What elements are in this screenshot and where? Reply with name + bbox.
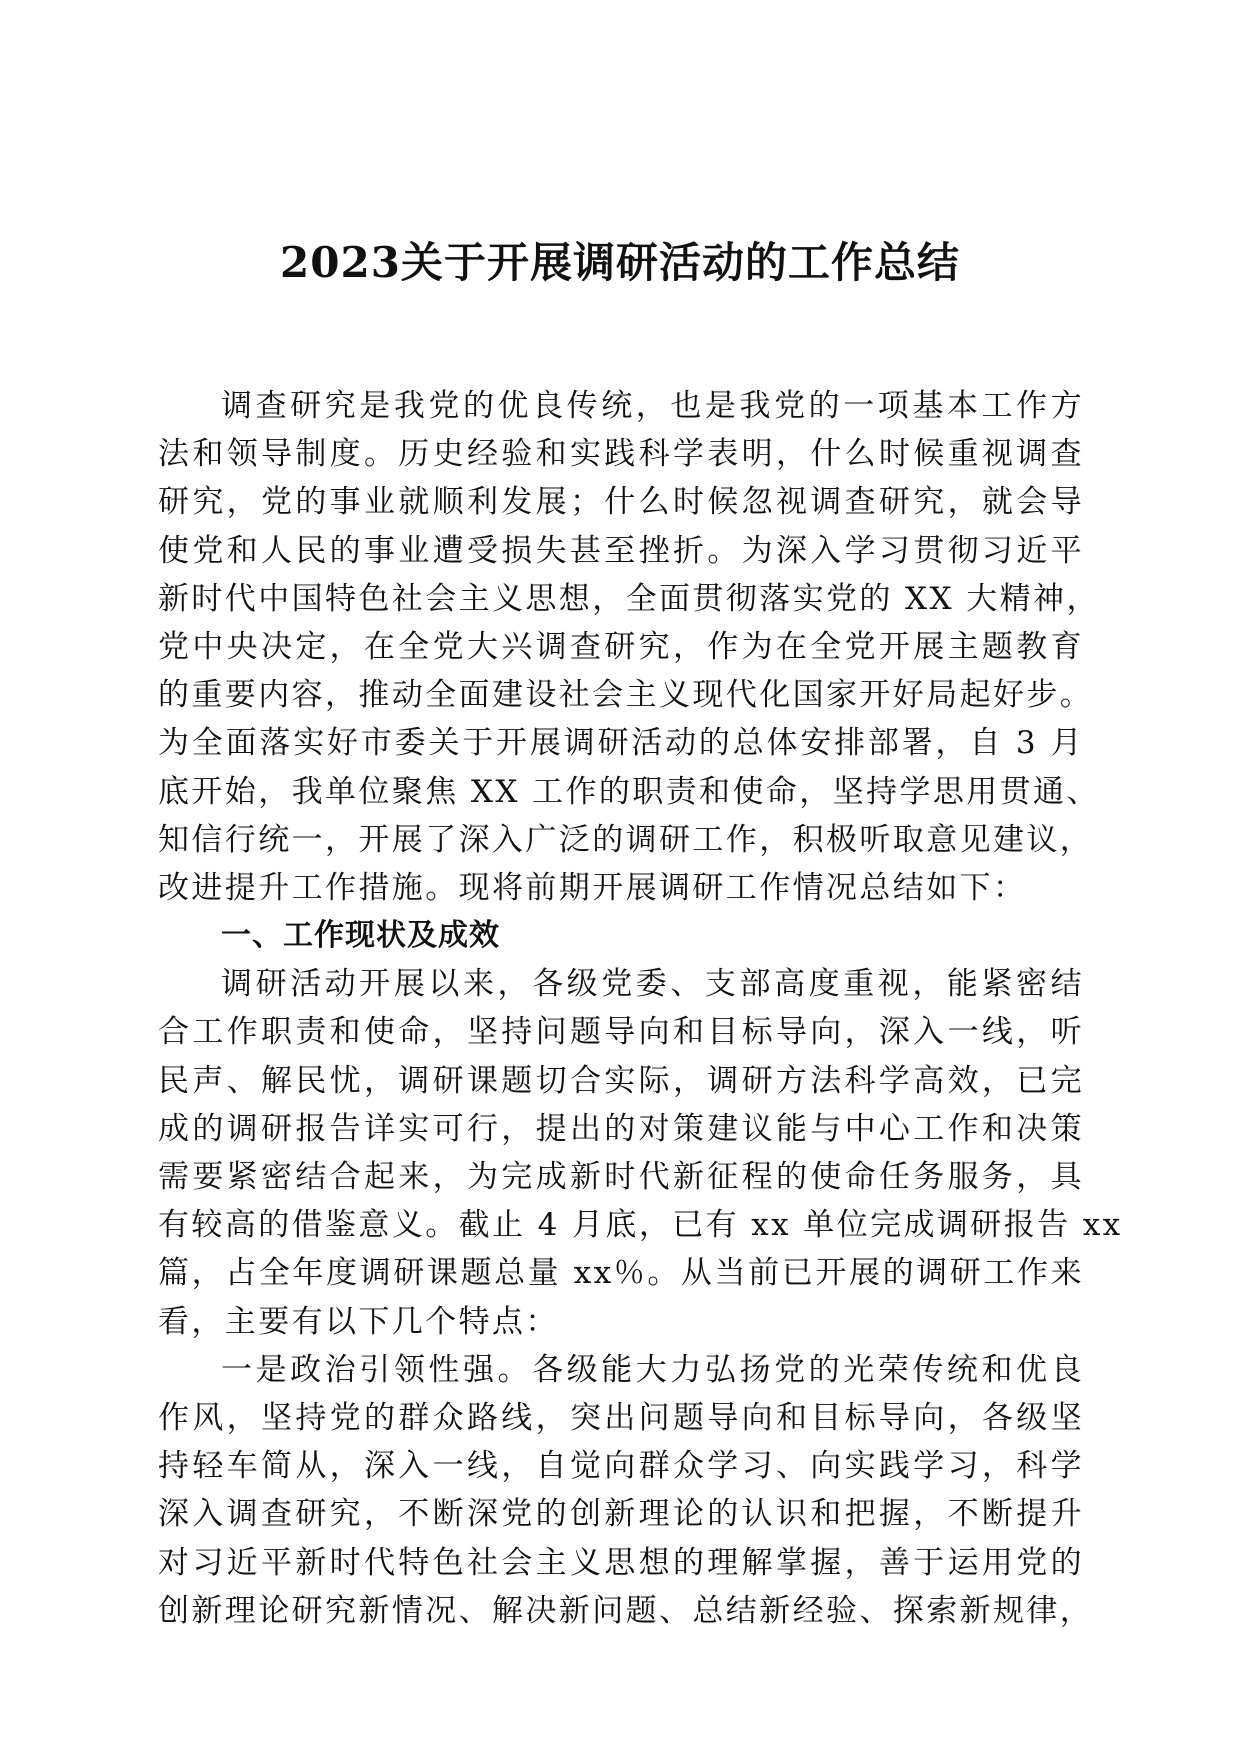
body-line: 持轻车简从，深入一线，自觉向群众学习、向实践学习，科学 bbox=[158, 1448, 1084, 1485]
body-line: 一是政治引领性强。各级能大力弘扬党的光荣传统和优良 bbox=[221, 1351, 1084, 1388]
body-line: 使党和人民的事业遭受损失甚至挫折。为深入学习贯彻习近平 bbox=[158, 532, 1084, 569]
body-line: 对习近平新时代特色社会主义思想的理解掌握，善于运用党的 bbox=[158, 1544, 1084, 1581]
body-line: 创新理论研究新情况、解决新问题、总结新经验、探索新规律， bbox=[158, 1592, 1094, 1629]
body-line: 深入调查研究，不断深党的创新理论的认识和把握，不断提升 bbox=[158, 1496, 1084, 1533]
body-line: 调研活动开展以来，各级党委、支部高度重视，能紧密结 bbox=[221, 966, 1084, 1003]
body-line: 需要紧密结合起来，为完成新时代新征程的使命任务服务，具 bbox=[158, 1159, 1084, 1195]
document-body bbox=[158, 382, 1123, 1635]
body-line: 底开始，我单位聚焦 XX 工作的职责和使命，坚持学思用贯通、 bbox=[158, 773, 1100, 810]
body-line: 成的调研报告详实可行，提出的对策建议能与中心工作和决策 bbox=[158, 1110, 1084, 1147]
body-line: 的重要内容，推动全面建设社会主义现代化国家开好局起好步。 bbox=[158, 677, 1094, 714]
body-line: 合工作职责和使命，坚持问题导向和目标导向，深入一线，听 bbox=[158, 1014, 1084, 1051]
body-line: 民声、解民忧，调研课题切合实际，调研方法科学高效，已完 bbox=[158, 1062, 1084, 1099]
body-line: 法和领导制度。历史经验和实践科学表明，什么时候重视调查 bbox=[158, 436, 1084, 473]
document-title: 2023关于开展调研活动的工作总结 bbox=[280, 238, 960, 287]
body-line: 研究，党的事业就顺利发展；什么时候忽视调查研究，就会导 bbox=[158, 484, 1084, 521]
body-line: 新时代中国特色社会主义思想，全面贯彻落实党的 XX 大精神， bbox=[158, 580, 1100, 617]
body-line: 作风，坚持党的群众路线，突出问题导向和目标导向，各级坚 bbox=[158, 1399, 1084, 1436]
body-line: 为全面落实好市委关于开展调研活动的总体安排部署，自 3 月 bbox=[158, 725, 1084, 762]
body-line: 改进提升工作措施。现将前期开展调研工作情况总结如下： bbox=[158, 869, 1027, 906]
body-line: 篇，占全年度调研课题总量 xx％。从当前已开展的调研工作来 bbox=[158, 1255, 1084, 1292]
body-line: 有较高的借鉴意义。截止 4 月底，已有 xx 单位完成调研报告 xx bbox=[158, 1207, 1123, 1244]
body-line: 党中央决定，在全党大兴调查研究，作为在全党开展主题教育 bbox=[158, 628, 1084, 665]
body-line: 调查研究是我党的优良传统，也是我党的一项基本工作方 bbox=[221, 388, 1084, 424]
body-line: 看，主要有以下几个特点： bbox=[158, 1303, 559, 1340]
section-heading: 一、工作现状及成效 bbox=[221, 918, 500, 954]
body-line: 知信行统一，开展了深入广泛的调研工作，积极听取意见建议， bbox=[158, 821, 1094, 858]
